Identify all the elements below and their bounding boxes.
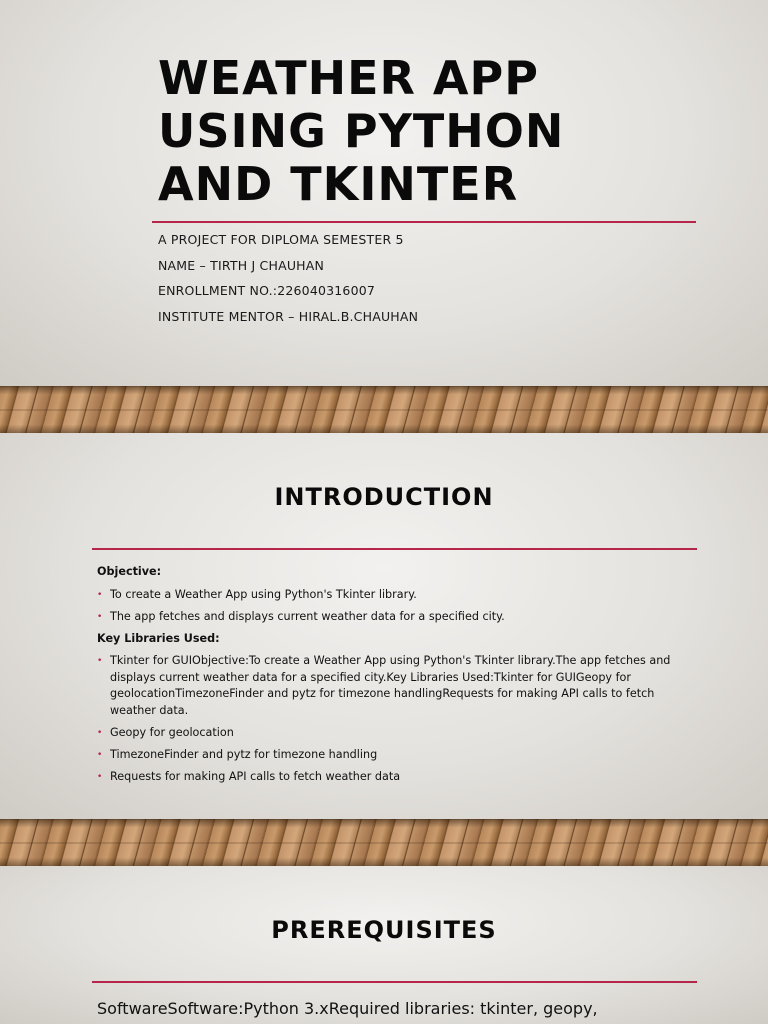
subtitle-line: A PROJECT FOR DIPLOMA SEMESTER 5 xyxy=(158,232,404,247)
title-line: USING PYTHON xyxy=(158,104,565,158)
list-item: • Geopy for geolocation xyxy=(97,725,697,742)
subtitle-line: INSTITUTE MENTOR – HIRAL.B.CHAUHAN xyxy=(158,308,419,324)
subtitle-list xyxy=(158,230,418,332)
subtitle-line: NAME – TIRTH J CHAUHAN xyxy=(158,257,325,273)
objective-list xyxy=(97,587,697,626)
introduction-content xyxy=(97,564,697,791)
list-item: • Tkinter for GUIObjective:To create a Weather App using Python's Tkinter library.The app fetches and displays current weather data for a specified city.Key Libraries Used:Tkinter for GUIGeopy for geolocationTimezoneFinder and pytz for timezone handlingRequests for making API calls to fetch weather data. xyxy=(97,653,697,719)
objective-label: Objective: xyxy=(97,565,162,578)
list-item: • The app fetches and displays current weather data for a specified city. xyxy=(97,609,697,626)
list-item: • Requests for making API calls to fetch weather data xyxy=(97,769,697,786)
section-heading: INTRODUCTION xyxy=(274,483,494,511)
section-heading: PREREQUISITES xyxy=(271,916,497,944)
title-divider xyxy=(152,221,696,223)
slide-title xyxy=(158,52,564,211)
title-line: WEATHER APP xyxy=(158,51,539,105)
libraries-label: Key Libraries Used: xyxy=(97,631,220,645)
prerequisites-text: SoftwareSoftware:Python 3.xRequired libraries: tkinter, geopy, xyxy=(97,999,598,1018)
heading-divider xyxy=(92,548,697,550)
list-item: • TimezoneFinder and pytz for timezone handling xyxy=(97,747,697,764)
wood-floor-divider xyxy=(0,386,768,433)
libraries-list xyxy=(97,653,697,785)
subtitle-line: ENROLLMENT NO.:226040316007 xyxy=(158,283,376,298)
heading-divider xyxy=(92,981,697,983)
wood-floor-divider xyxy=(0,819,768,866)
introduction-slide xyxy=(0,433,768,819)
title-slide xyxy=(0,0,768,386)
list-item: • To create a Weather App using Python's Tkinter library. xyxy=(97,587,697,604)
title-line: AND TKINTER xyxy=(158,157,519,211)
